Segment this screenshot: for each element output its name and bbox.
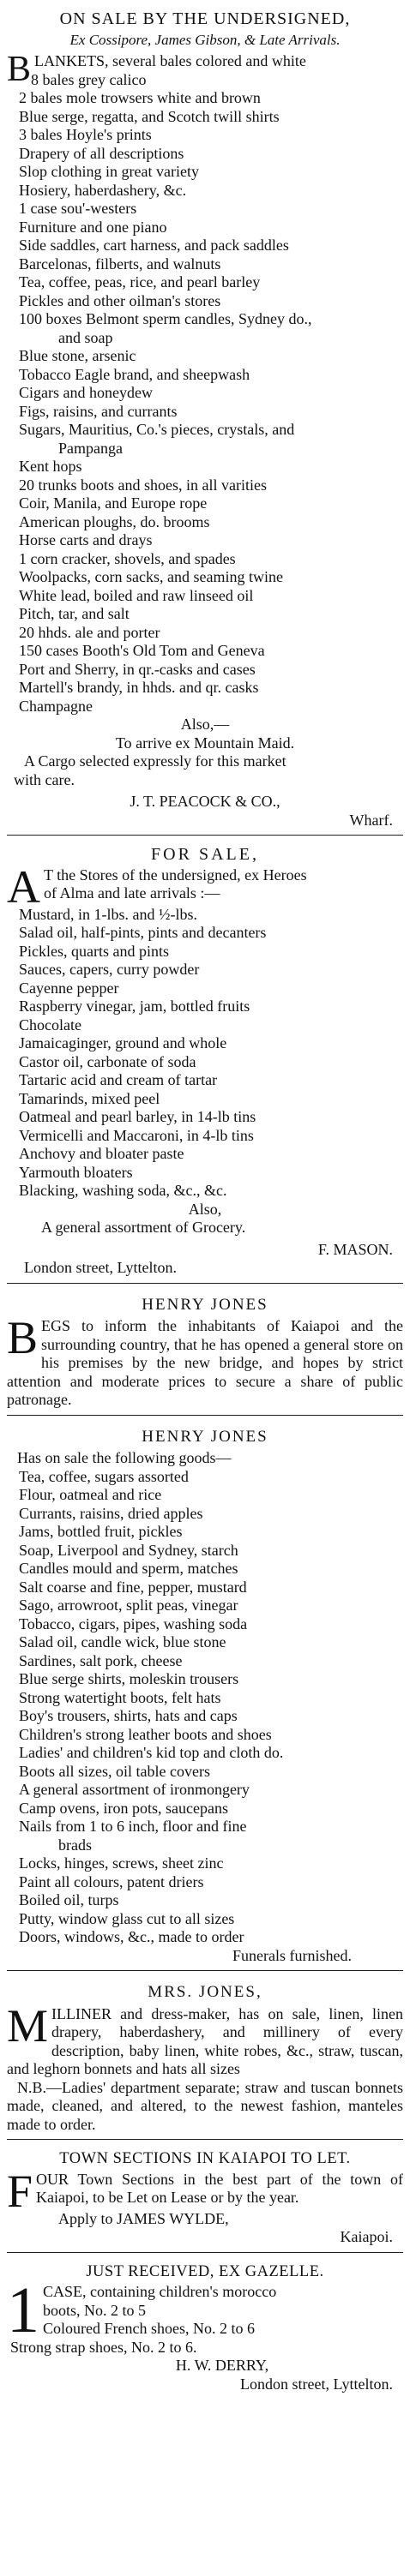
list-item: Mustard, in 1-lbs. and ½-lbs. [19, 905, 197, 923]
list-item: Tobacco Eagle brand, and sheepwash [19, 365, 250, 383]
ad-peacock-title: ON SALE BY THE UNDERSIGNED, [59, 9, 351, 28]
list-item: Camp ovens, iron pots, saucepans [19, 1799, 228, 1817]
list-item: Tartaric acid and cream of tartar [19, 1071, 218, 1088]
list-item: Pickles and other oilman's stores [19, 291, 221, 309]
list-item: Jamaicaginger, ground and whole [19, 1034, 227, 1051]
list-item: Tea, coffee, peas, rice, and pearl barley [19, 273, 261, 291]
list-item: 1 corn cracker, shovels, and spades [19, 549, 236, 567]
list-item: 100 boxes Belmont sperm candles, Sydney do., [19, 310, 312, 327]
ad-mason [7, 839, 403, 1279]
list-item: Vermicelli and Maccaroni, in 4-lb tins [19, 1126, 254, 1144]
ad-peacock-subtitle: Ex Cossipore, James Gibson, & Late Arrivals. [69, 31, 341, 48]
separator [7, 1970, 403, 1971]
list-item: Champagne [19, 697, 93, 715]
list-item: Slop clothing in great variety [19, 163, 199, 180]
list-item: Pitch, tar, and salt [19, 605, 130, 622]
list-item: Children's strong leather boots and shoes [19, 1725, 272, 1743]
list-item: 1 case sou'-westers [19, 200, 137, 217]
ad-derry-line-4: Strong strap shoes, No. 2 to 6. [10, 2338, 197, 2356]
list-item: Cigars and honeydew [19, 384, 153, 401]
ad-peacock-arrive: To arrive ex Mountain Maid. [115, 734, 295, 752]
ad-derry-line-1: CASE, containing children's morocco [43, 2283, 277, 2300]
newspaper-column [7, 0, 403, 2395]
list-item: brads [58, 1836, 92, 1854]
list-item: Woolpacks, corn sacks, and seaming twine [19, 568, 283, 585]
list-item: Castor oil, carbonate of soda [19, 1052, 196, 1070]
list-item: 20 trunks boots and shoes, in all varities [19, 476, 267, 494]
dropcap-a: A [7, 860, 40, 913]
ad-derry-line-3: Coloured French shoes, No. 2 to 6 [43, 2320, 255, 2337]
ad-mason-intro-1: T the Stores of the undersigned, ex Heroes [44, 866, 307, 884]
ad-derry-title: JUST RECEIVED, EX GAZELLE. [86, 2262, 324, 2280]
list-item: Blacking, washing soda, &c., &c. [19, 1182, 227, 1199]
ad-mason-intro [7, 860, 403, 913]
list-item: Blue stone, arsenic [19, 347, 136, 364]
ad-henry-jones-notice [7, 1287, 403, 1411]
list-item: Putty, window glass cut to all sizes [19, 1909, 235, 1927]
list-item: Kent hops [19, 458, 82, 475]
ad-derry-line-2: boots, No. 2 to 5 [43, 2301, 147, 2319]
ad-derry [7, 2256, 403, 2396]
list-item: Candles mould and sperm, matches [19, 1560, 238, 1577]
list-item: and soap [58, 328, 113, 346]
ad-wylde [7, 2143, 403, 2249]
list-item: Hosiery, haberdashery, &c. [19, 181, 187, 199]
list-item: 8 bales grey calico [31, 70, 147, 88]
list-item: Raspberry vinegar, jam, bottled fruits [19, 997, 250, 1015]
list-item: Blue serge shirts, moleskin trousers [19, 1670, 239, 1687]
ad-henry-jones-goods-title: HENRY JONES [142, 1427, 268, 1446]
ad-peacock-items [7, 71, 403, 716]
list-item: Ladies' and children's kid top and cloth do. [19, 1744, 284, 1761]
list-item: Pampanga [58, 439, 123, 457]
ad-peacock-place: Wharf. [349, 811, 393, 829]
list-item: Furniture and one piano [19, 218, 167, 236]
ad-wylde-place: Kaiapoi. [340, 2228, 393, 2245]
list-item: Barcelonas, filberts, and walnuts [19, 255, 221, 273]
separator [7, 2252, 403, 2253]
ad-mason-signature: F. MASON. [317, 1240, 393, 1258]
list-item: White lead, boiled and raw linseed oil [19, 586, 254, 604]
list-item: Drapery of all descriptions [19, 144, 184, 162]
ad-peacock-also: Also,— [180, 716, 230, 733]
separator [7, 1415, 403, 1416]
list-item: 2 bales mole trowsers white and brown [19, 89, 261, 106]
list-item: 150 cases Booth's Old Tom and Geneva [19, 642, 265, 659]
dropcap-b: B [7, 50, 32, 89]
ad-peacock-cargo-1: A Cargo selected expressly for this market [24, 752, 286, 770]
dropcap-f: F [7, 2165, 33, 2217]
list-item: Strong watertight boots, felt hats [19, 1688, 221, 1706]
list-item: Tamarinds, mixed peel [19, 1089, 160, 1107]
list-item: Salad oil, half-pints, pints and decanters [19, 924, 267, 941]
list-item: American ploughs, do. brooms [19, 512, 210, 530]
ad-mason-intro-2: of Alma and late arrivals :— [44, 884, 220, 902]
list-item: Cayenne pepper [19, 979, 119, 997]
ad-derry-body [7, 2274, 403, 2357]
list-item: Locks, hinges, screws, sheet zinc [19, 1854, 224, 1872]
list-item: Pickles, quarts and pints [19, 942, 169, 960]
ad-derry-place: London street, Lyttelton. [240, 2375, 393, 2393]
ad-mason-title: FOR SALE, [151, 845, 259, 864]
separator [7, 1283, 403, 1284]
list-item: Coir, Manila, and Europe rope [19, 494, 208, 512]
ad-peacock-signature: J. T. PEACOCK & CO., [130, 793, 280, 810]
list-item: Boots all sizes, oil table covers [19, 1762, 210, 1780]
separator [7, 2139, 403, 2140]
list-item: Blue serge, regatta, and Scotch twill shirts [19, 107, 280, 125]
list-item: Salad oil, candle wick, blue stone [19, 1633, 226, 1650]
list-item: 20 hhds. ale and porter [19, 623, 160, 641]
list-item: Doors, windows, &c., made to order [19, 1928, 244, 1945]
list-item: Nails from 1 to 6 inch, floor and fine [19, 1818, 247, 1835]
list-item: Sugars, Mauritius, Co.'s pieces, crystals, and [19, 421, 295, 438]
list-item: Boy's trousers, shirts, hats and caps [19, 1707, 238, 1724]
list-item: A general assortment of ironmongery [19, 1781, 250, 1798]
ad-mrs-jones-nb: N.B.—Ladies' department separate; straw and tuscan bonnets made, cleaned, and altered, to the newest fashion, manteles made to order. [7, 2078, 403, 2133]
list-item: Soap, Liverpool and Sydney, starch [19, 1541, 238, 1559]
ad-mason-also: Also, [188, 1200, 222, 1218]
ad-peacock-cargo-2: with care. [14, 770, 75, 788]
list-item: Paint all colours, patent driers [19, 1872, 204, 1890]
ad-henry-jones-notice-text: BEGS to inform the inhabitants of Kaiapoi and the surrounding country, that he has opened a general store on his premises by the new bridge, and hopes by strict attention and moderate prices to secure a share of public patronage. [7, 1312, 403, 1408]
dropcap-b2: B [7, 1312, 39, 1363]
ad-mrs-jones-text: MILLINER and dress-maker, has on sale, linen, linen drapery, haberdashery, and millinery of every description, baby linen, white robes, &c., straw, tuscan, and leghorn bonnets and hats all sizes [7, 1999, 403, 2077]
ad-mrs-jones [7, 1974, 403, 2136]
list-item: Flour, oatmeal and rice [19, 1486, 162, 1503]
ad-henry-jones-notice-title: HENRY JONES [142, 1295, 268, 1314]
separator [7, 835, 403, 836]
list-item: Tea, coffee, sugars assorted [19, 1467, 189, 1485]
list-item: Chocolate [19, 1015, 81, 1033]
list-item: Currants, raisins, dried apples [19, 1504, 203, 1522]
ad-henry-jones-funerals: Funerals furnished. [232, 1946, 352, 1964]
list-item: Horse carts and drays [19, 531, 153, 548]
ad-henry-jones-goods [7, 1419, 403, 1968]
ad-mason-place: London street, Lyttelton. [24, 1259, 177, 1276]
ad-henry-jones-goods-items [7, 1468, 403, 1947]
list-item: Port and Sherry, in qr.-casks and cases [19, 660, 256, 678]
ad-mrs-jones-title: MRS. JONES, [148, 1983, 262, 2001]
list-item: Figs, raisins, and currants [19, 402, 178, 420]
list-item: Boiled oil, turps [19, 1891, 119, 1908]
ad-mason-general: A general assortment of Grocery. [41, 1219, 246, 1236]
ad-peacock [7, 3, 403, 831]
ad-derry-signature: H. W. DERRY, [175, 2357, 269, 2374]
list-item: Tobacco, cigars, pipes, washing soda [19, 1614, 248, 1632]
dropcap-1: 1 [7, 2274, 39, 2346]
ad-peacock-intro-text: LANKETS, several bales colored and white [34, 52, 306, 69]
list-item: Yarmouth bloaters [19, 1163, 133, 1181]
list-item: Sago, arrowroot, split peas, vinegar [19, 1597, 238, 1614]
ad-henry-jones-goods-lead: Has on sale the following goods— [17, 1449, 232, 1466]
list-item: Sardines, salt pork, cheese [19, 1651, 183, 1669]
list-item: Martell's brandy, in hhds. and qr. casks [19, 679, 259, 696]
dropcap-m: M [7, 1999, 49, 2052]
list-item: Salt coarse and fine, pepper, mustard [19, 1578, 247, 1596]
list-item: Oatmeal and pearl barley, in 14-lb tins [19, 1108, 256, 1125]
ad-wylde-apply: Apply to JAMES WYLDE, [58, 2209, 229, 2227]
ad-wylde-text: FOUR Town Sections in the best part of the town of Kaiapoi, to be Let on Lease or by the year. [7, 2165, 403, 2217]
ad-wylde-title: TOWN SECTIONS IN KAIAPOI TO LET. [59, 2150, 351, 2167]
list-item: Jams, bottled fruit, pickles [19, 1523, 183, 1540]
list-item: Side saddles, cart harness, and pack saddles [19, 237, 289, 254]
list-item: 3 bales Hoyle's prints [19, 126, 152, 143]
ad-mason-items [7, 906, 403, 1201]
list-item: Anchovy and bloater paste [19, 1145, 184, 1162]
list-item: Sauces, capers, curry powder [19, 961, 200, 978]
